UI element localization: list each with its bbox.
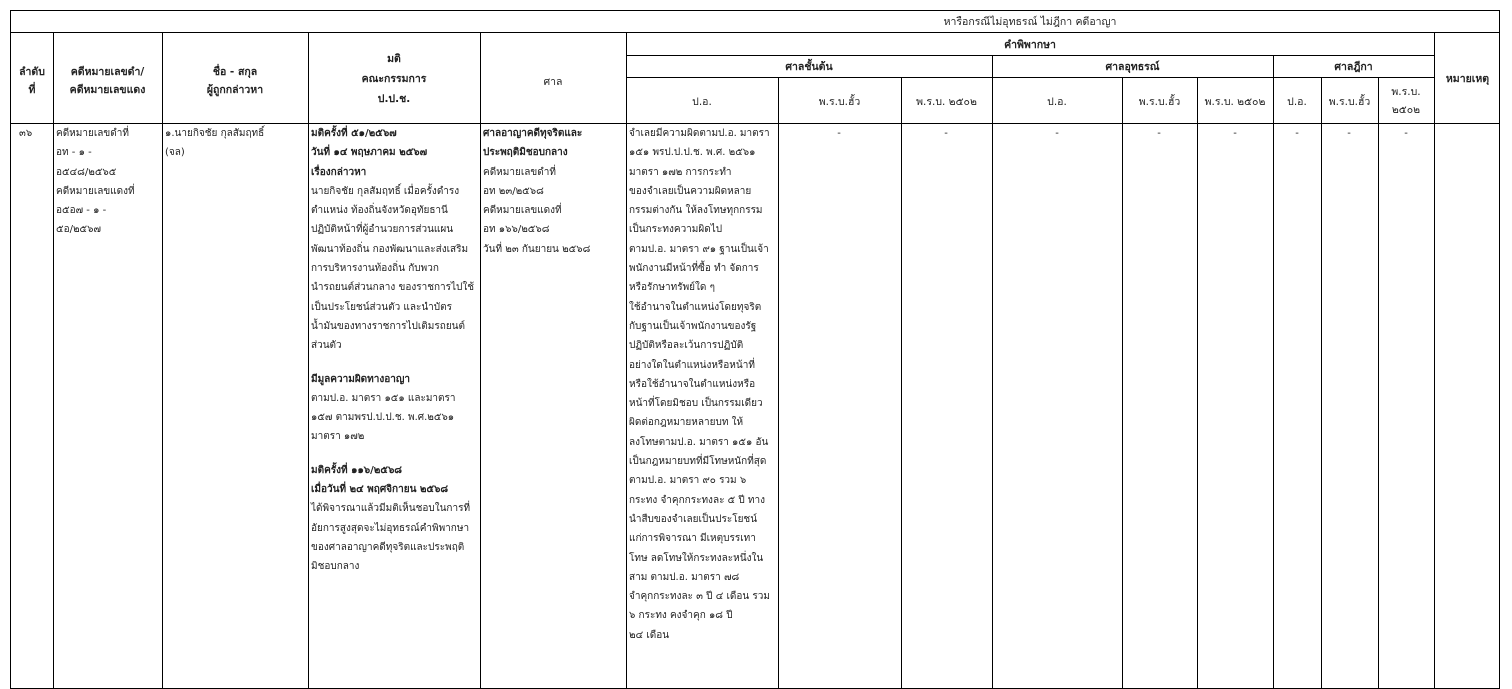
col-divider — [1434, 32, 1435, 689]
header-court: ศาล — [543, 76, 563, 88]
col-divider — [1197, 77, 1198, 689]
court-name: ศาลอาญาคดีทุจริตและ ประพฤติมิชอบกลาง — [483, 128, 583, 159]
row-case-no: คดีหมายเลขดำที่ อท - ๑ - อ๕๔๘/๒๕๖๕ คดีหมายเลขแดงที่ อ๕อ๗ - ๑ - ๕อ/๒๕๖๗ — [56, 128, 135, 236]
col-divider — [480, 32, 481, 689]
header-supreme-pa: ป.อ. — [1287, 96, 1307, 108]
row-first-hua: - — [837, 128, 841, 139]
header-first-court: ศาลชั้นต้น — [785, 61, 833, 73]
row-no: ๓๖ — [19, 128, 33, 139]
col-divider — [1321, 77, 1322, 689]
col-divider — [778, 77, 779, 689]
table-title: หารือกรณีไม่อุทธรณ์ ไม่ฎีกา คดีอาญา — [943, 16, 1117, 28]
judgment-table — [10, 10, 1500, 689]
header-name: ชื่อ - สกุล ผู้ถูกกล่าวหา — [206, 66, 264, 96]
header-supreme-court: ศาลฎีกา — [1334, 61, 1373, 73]
resolution-heading-2: มีมูลความผิดทางอาญา — [311, 373, 411, 385]
header-supreme-hua: พ.ร.บ.ฮั้ว — [1328, 96, 1371, 108]
col-divider — [901, 77, 902, 689]
resolution-body-1: นายกิจชัย กุลสัมฤทธิ์ เมื่อครั้งดำรง ตำแหน่ง ท้องถิ่นจังหวัดอุทัยธานี ปฏิบัติหน้าที่ผู้อำนวยการส่วนแผน พัฒนาท้องถิ่น กองพัฒนาและส่งเสริม การบริหารงานท้องถิ่น กับพวก นำรถยนต์ส่วนกลาง ของราชการไปใช้ เป็นประโยชน์ส่วนตัว และนำบัตร น้ำมันของทางราชการไปเติมรถยนต์ ส่วนตัว — [311, 185, 475, 352]
resolution-heading-3: มติครั้งที่ ๑๑๖/๒๕๖๘ เมื่อวันที่ ๒๔ พฤศจิกายน ๒๕๖๘ — [311, 464, 449, 496]
title-divider — [11, 32, 1500, 33]
row-supreme-pa: - — [1295, 128, 1299, 139]
header-appeal-pa: ป.อ. — [1047, 96, 1067, 108]
header-resolution: มติ คณะกรรมการ ป.ป.ช. — [361, 53, 427, 105]
row-appeal-pa: - — [1055, 128, 1059, 139]
row-appeal-hua: - — [1157, 128, 1161, 139]
col-divider — [53, 32, 54, 689]
row-appeal-2502: - — [1233, 128, 1237, 139]
col-divider — [626, 32, 627, 689]
col-divider — [1273, 55, 1274, 689]
header-remark: หมายเหตุ — [1445, 73, 1490, 85]
row-supreme-hua: - — [1347, 128, 1351, 139]
row-first-2502: - — [944, 128, 948, 139]
header-first-2502: พ.ร.บ. ๒๕๐๒ — [916, 96, 977, 108]
header-appeal-court: ศาลอุทธรณ์ — [1105, 61, 1160, 73]
col-divider — [1122, 77, 1123, 689]
col-divider — [162, 32, 163, 689]
col-divider — [308, 32, 309, 689]
header-judgment: คำพิพากษา — [1004, 39, 1056, 51]
header-appeal-hua: พ.ร.บ.ฮั้ว — [1138, 96, 1181, 108]
col-divider — [992, 55, 993, 689]
judgment-divider — [626, 55, 1434, 56]
row-name: ๑.นายกิจชัย กุลสัมฤทธิ์ (จล) — [165, 128, 265, 159]
row-supreme-2502: - — [1404, 128, 1408, 139]
header-first-pa: ป.อ. — [692, 96, 712, 108]
header-appeal-2502: พ.ร.บ. ๒๕๐๒ — [1204, 96, 1266, 108]
header-no: ลำดับ ที่ — [19, 66, 45, 96]
header-supreme-2502: พ.ร.บ. ๒๕๐๒ — [1391, 86, 1421, 116]
row-court — [483, 124, 625, 259]
col-divider — [1378, 77, 1379, 689]
resolution-heading-1: มติครั้งที่ ๕๑/๒๕๖๗ วันที่ ๑๔ พฤษภาคม ๒๕๖๗ เรื่องกล่าวหา — [311, 128, 428, 178]
header-case-no: คดีหมายเลขดำ/ คดีหมายเลขแดง — [69, 66, 146, 96]
court-level-divider — [626, 77, 1434, 78]
resolution-body-3: ได้พิจารณาแล้วมีมติเห็นชอบในการที่ อัยการสูงสุดจะไม่อุทธรณ์คำพิพากษา ของศาลอาญาคดีทุจริตและประพฤติ มิชอบกลาง — [311, 503, 471, 573]
row-resolution — [311, 124, 479, 577]
resolution-body-2: ตามป.อ. มาตรา ๑๕๑ และมาตรา ๑๕๗ ตามพรป.ป.ป.ช. พ.ศ.๒๕๖๑ มาตรา ๑๗๒ — [311, 392, 456, 443]
header-first-hua: พ.ร.บ.ฮั้ว — [818, 96, 861, 108]
court-case-numbers: คดีหมายเลขดำที่ อท ๒๓/๒๕๖๘ คดีหมายเลขแดงที่ อท ๑๖๖/๒๕๖๘ วันที่ ๒๓ กันยายน ๒๕๖๘ — [483, 166, 591, 255]
row-judgment-first-pa: จำเลยมีความผิดตามป.อ. มาตรา ๑๕๑ พรป.ป.ป.ช. พ.ศ. ๒๕๖๑ มาตรา ๑๗๒ การกระทำ ของจำเลยเป็นความผิดหลาย กรรมต่างกัน ให้ลงโทษทุกกรรม เป็นกระทงความผิดไป ตามป.อ. มาตรา ๙๑ ฐานเป็นเจ้า พนักงานมีหน้าที่ซื้อ ทำ จัดการ หรือรักษาทรัพย์ใด ๆ ใช้อำนาจในตำแหน่งโดยทุจริต กับฐานเป็นเจ้าพนักงานของรัฐ ปฏิบัติหรือละเว้นการปฏิบัติ อย่างใดในตำแหน่งหรือหน้าที่ หรือใช้อำนาจในตำแหน่งหรือ หน้าที่โดยมิชอบ เป็นกรรมเดียว ผิดต่อกฎหมายหลายบท ให้ ลงโทษตามป.อ. มาตรา ๑๕๑ อัน เป็นกฎหมายบทที่มีโทษหนักที่สุด ตามป.อ. มาตรา ๙๐ รวม ๖ กระทง จำคุกกระทงละ ๕ ปี ทาง นำสืบของจำเลยเป็นประโยชน์ แก่การพิจารณา มีเหตุบรรเทา โทษ ลดโทษให้กระทงละหนึ่งใน สาม ตามป.อ. มาตรา ๗๘ จำคุกกระทงละ ๓ ปี ๔ เดือน รวม ๖ กระทง คงจำคุก ๑๘ ปี ๒๔ เดือน — [629, 128, 770, 641]
